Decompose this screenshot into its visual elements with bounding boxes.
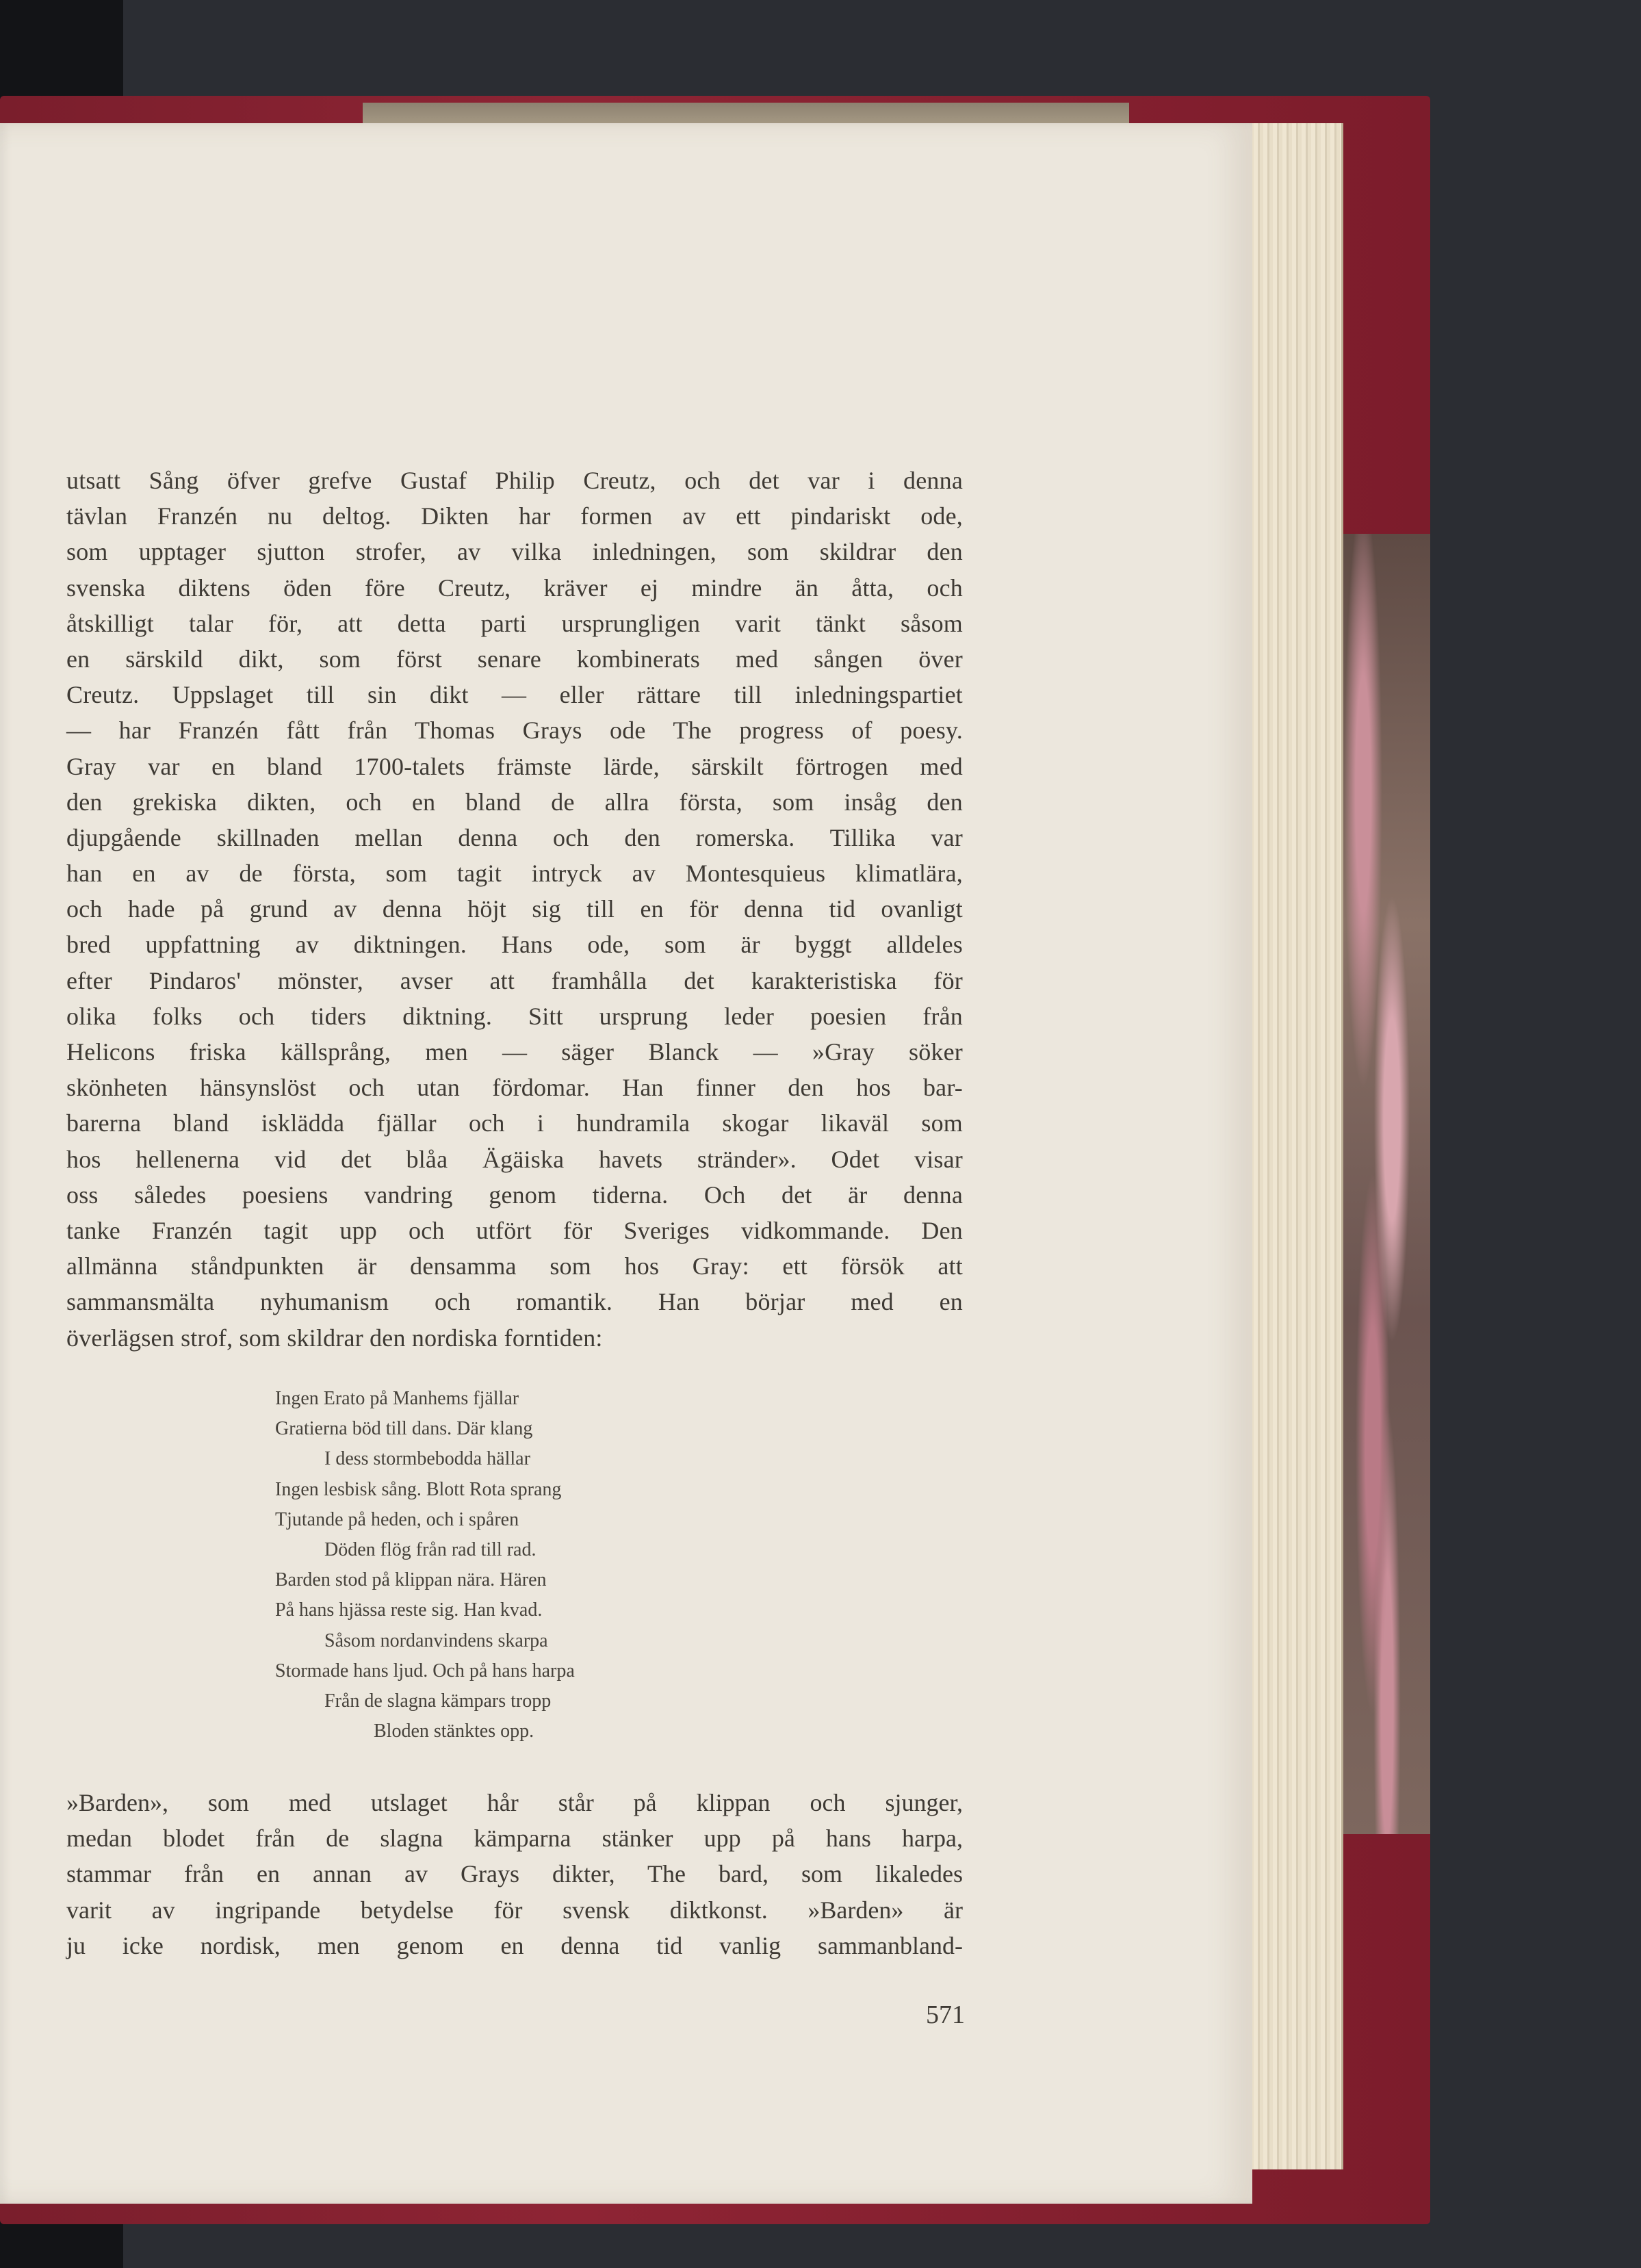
- text-line: bred uppfattning av diktningen. Hans ode, som är byggt alldeles: [66, 931, 963, 959]
- poem-line: Barden stod på klippan nära. Hären: [275, 1569, 547, 1591]
- poem-line: Gratierna böd till dans. Där klang: [275, 1418, 533, 1440]
- poem-line: Från de slagna kämpars tropp: [324, 1690, 552, 1712]
- poem-line: I dess stormbebodda hällar: [324, 1448, 530, 1470]
- poem-line: Stormade hans ljud. Och på hans harpa: [275, 1660, 575, 1681]
- text-line: skönheten hänsynslöst och utan fördomar. Han finner den hos bar-: [66, 1074, 963, 1102]
- text-line: olika folks och tiders diktning. Sitt ursprung leder poesien från: [66, 1002, 963, 1030]
- text-line: och hade på grund av denna höjt sig till en för denna tid ovanligt: [66, 895, 963, 923]
- text-line: — har Franzén fått från Thomas Grays ode The progress of poesy.: [66, 717, 963, 745]
- text-line: Gray var en bland 1700-talets främste lärde, särskilt förtrogen med: [66, 752, 963, 780]
- text-line: efter Pindaros' mönster, avser att framhålla det karakteristiska för: [66, 966, 963, 994]
- text-line: sammansmälta nyhumanism och romantik. Han börjar med en: [66, 1288, 963, 1316]
- text-line: medan blodet från de slagna kämparna stänker upp på hans harpa,: [66, 1825, 963, 1853]
- book-page: [0, 123, 1252, 2204]
- text-line: tävlan Franzén nu deltog. Dikten har formen av ett pindariskt ode,: [66, 502, 963, 530]
- poem-line: Tjutande på heden, och i spåren: [275, 1508, 519, 1530]
- text-line: som upptager sjutton strofer, av vilka inledningen, som skildrar den: [66, 538, 963, 566]
- text-line: åtskilligt talar för, att detta parti ursprungligen varit tänkt såsom: [66, 609, 963, 637]
- text-line: tanke Franzén tagit upp och utfört för Sveriges vidkommande. Den: [66, 1216, 963, 1244]
- text-line: stammar från en annan av Grays dikter, The bard, som likaledes: [66, 1860, 963, 1888]
- text-line: en särskild dikt, som först senare kombinerats med sången över: [66, 645, 963, 673]
- poem-line: Döden flög från rad till rad.: [324, 1538, 537, 1560]
- text-line: varit av ingripande betydelse för svensk diktkonst. »Barden» är: [66, 1896, 963, 1924]
- text-line: den grekiska dikten, och en bland de allra första, som insåg den: [66, 788, 963, 816]
- poem-line: På hans hjässa reste sig. Han kvad.: [275, 1599, 543, 1621]
- marbled-cover-edge: [1334, 534, 1430, 1834]
- text-line: utsatt Sång öfver grefve Gustaf Philip Creutz, och det var i denna: [66, 467, 963, 494]
- text-line: barerna bland isklädda fjällar och i hundramila skogar likaväl som: [66, 1109, 963, 1137]
- text-line: Creutz. Uppslaget till sin dikt — eller rättare till inledningspartiet: [66, 681, 963, 709]
- poem-line: Bloden stänktes opp.: [374, 1721, 534, 1742]
- poem-line: Såsom nordanvindens skarpa: [324, 1629, 548, 1651]
- text-line: djupgående skillnaden mellan denna och den romerska. Tillika var: [66, 823, 963, 851]
- text-line: ju icke nordisk, men genom en denna tid vanlig sammanbland-: [66, 1931, 963, 1959]
- text-line: »Barden», som med utslaget hår står på klippan och sjunger,: [66, 1789, 963, 1816]
- text-line: Helicons friska källsprång, men — säger Blanck — »Gray söker: [66, 1038, 963, 1066]
- text-line: allmänna ståndpunkten är densamma som hos Gray: ett försök att: [66, 1252, 963, 1280]
- text-line: oss således poesiens vandring genom tiderna. Och det är denna: [66, 1181, 963, 1209]
- page-number: 571: [926, 2000, 965, 2029]
- text-line: hos hellenerna vid det blåa Ägäiska havets stränder». Odet visar: [66, 1145, 963, 1173]
- poem-quotation: [275, 1384, 795, 1747]
- text-line: överlägsen strof, som skildrar den nordiska forntiden:: [66, 1324, 603, 1352]
- closing-paragraph: [66, 1785, 963, 1963]
- poem-line: Ingen lesbisk sång. Blott Rota sprang: [275, 1478, 562, 1500]
- text-line: han en av de första, som tagit intryck av Montesquieus klimatlära,: [66, 860, 963, 888]
- poem-line: Ingen Erato på Manhems fjällar: [275, 1388, 519, 1409]
- text-line: svenska diktens öden före Creutz, kräver ej mindre än åtta, och: [66, 574, 963, 602]
- main-paragraph: [66, 463, 963, 1356]
